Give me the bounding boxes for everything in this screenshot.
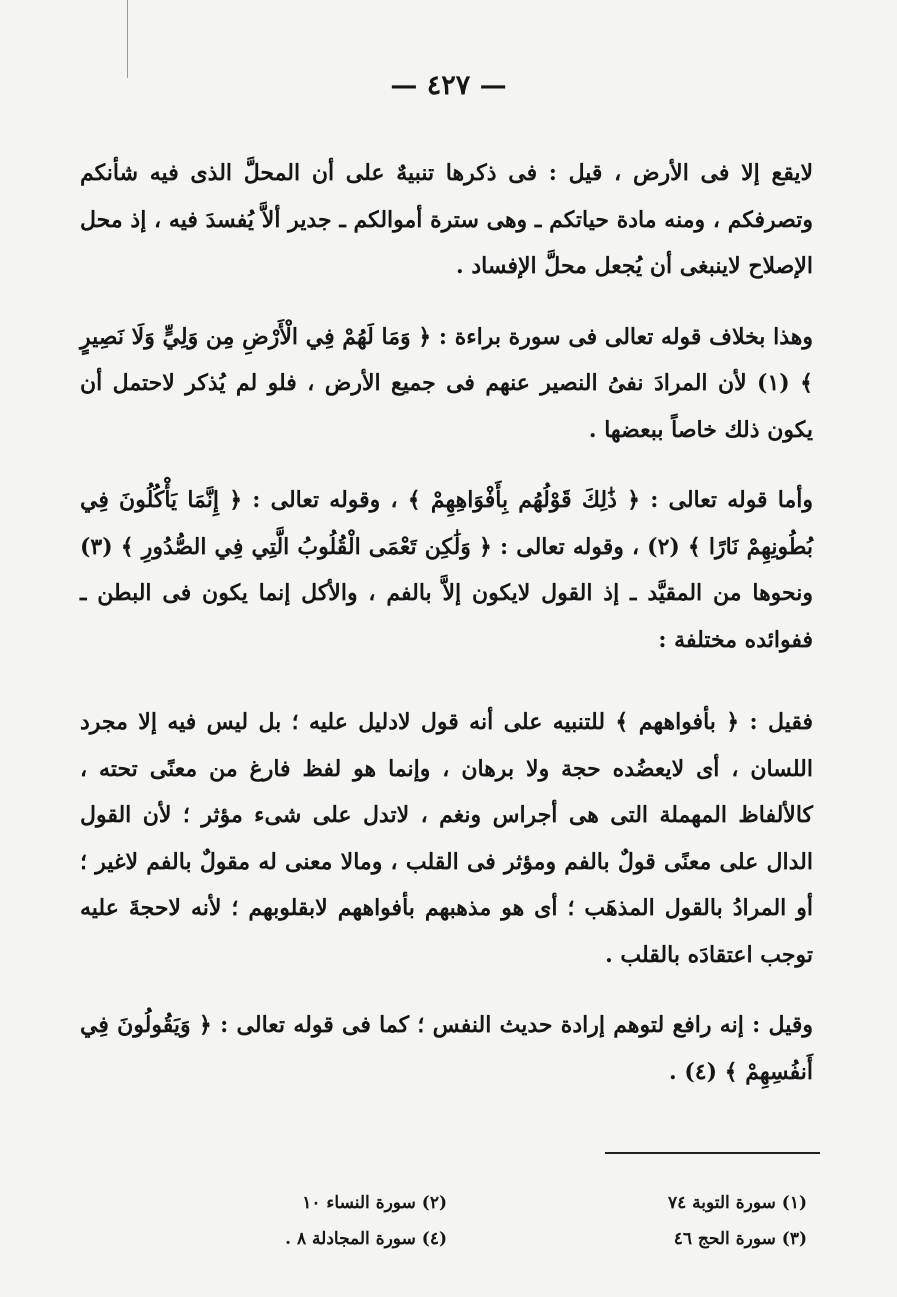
paragraph-1: لايقع إلا فى الأرض ، قيل : فى ذكرها تنبيهٌ على أن المحلَّ الذى فيه شأنكم وتصرفكم ، ومنه مادة حياتكم ـ وهى سترة أموالكم ـ جدير ألاَّ يُفسدَ فيه ، إذ محل الإصلاح لاينبغى أن يُجعل محلَّ الإفساد . — [80, 160, 813, 279]
footnotes-left-column — [227, 1185, 447, 1257]
footnotes-right-column — [587, 1185, 807, 1257]
footnote-2: (٢) سورة النساء ١٠ — [302, 1193, 447, 1213]
footnote-1: (١) سورة التوبة ٧٤ — [667, 1193, 807, 1213]
main-text — [80, 150, 813, 1095]
footnote-divider — [605, 1152, 820, 1154]
footnote-4: (٤) سورة المجادلة ٨ . — [285, 1229, 447, 1249]
paragraph-3: وأما قوله تعالى : ﴿ ذَٰلِكَ قَوْلُهُم بِأَفْوَاهِهِمْ ﴾ ، وقوله تعالى : ﴿ إِنَّمَا يَأْكُلُونَ فِي بُطُونِهِمْ نَارًا ﴾ (٢) ، وقوله تعالى : ﴿ وَلَٰكِن تَعْمَى الْقُلُوبُ الَّتِي فِي الصُّدُورِ ﴾ (٣) ونحوها من المقيَّد ـ إذ القول لايكون إلاَّ بالفم ، والأكل إنما يكون فى البطن ـ ففوائده مختلفة : — [80, 487, 814, 653]
paragraph-4: فقيل : ﴿ بأفواههم ﴾ للتنبيه على أنه قول لادليل عليه ؛ بل ليس فيه إلا مجرد اللسان ، أى لايعضُده حجة ولا برهان ، وإنما هو لفظ فارغ من معنًى تحته ، كالألفاظ المهملة التى هى أجراس ونغم ، لاتدل على شىء مؤثر ؛ لأن القول الدال على معنًى قولٌ بالفم ومؤثر فى القلب ، ومالا معنى له مقولٌ بالفم لاغير ؛ أو المرادُ بالقول المذهَب ؛ أى هو مذهبهم بأفواههم لابقلوبهم ؛ لأنه لاحجةَ عليه توجب اعتقادَه بالقلب . — [80, 709, 813, 968]
footnote-3: (٣) سورة الحج ٤٦ — [673, 1229, 807, 1249]
margin-line — [127, 0, 128, 78]
paragraph-5: وقيل : إنه رافع لتوهم إرادة حديث النفس ؛ كما فى قوله تعالى : ﴿ وَيَقُولُونَ فِي أَنفُسِهِمْ ﴾ (٤) . — [80, 1012, 813, 1085]
page-number: — ٤٢٧ — — [390, 70, 507, 101]
paragraph-2: وهذا بخلاف قوله تعالى فى سورة براءة : ﴿ وَمَا لَهُمْ فِي الْأَرْضِ مِن وَلِيٍّ وَلَا نَصِيرٍ ﴾ (١) لأن المرادَ نفىُ النصير عنهم فى جميع الأرض ، فلو لم يُذكر لاحتمل أن يكون ذلك خاصاً ببعضها . — [80, 323, 813, 443]
